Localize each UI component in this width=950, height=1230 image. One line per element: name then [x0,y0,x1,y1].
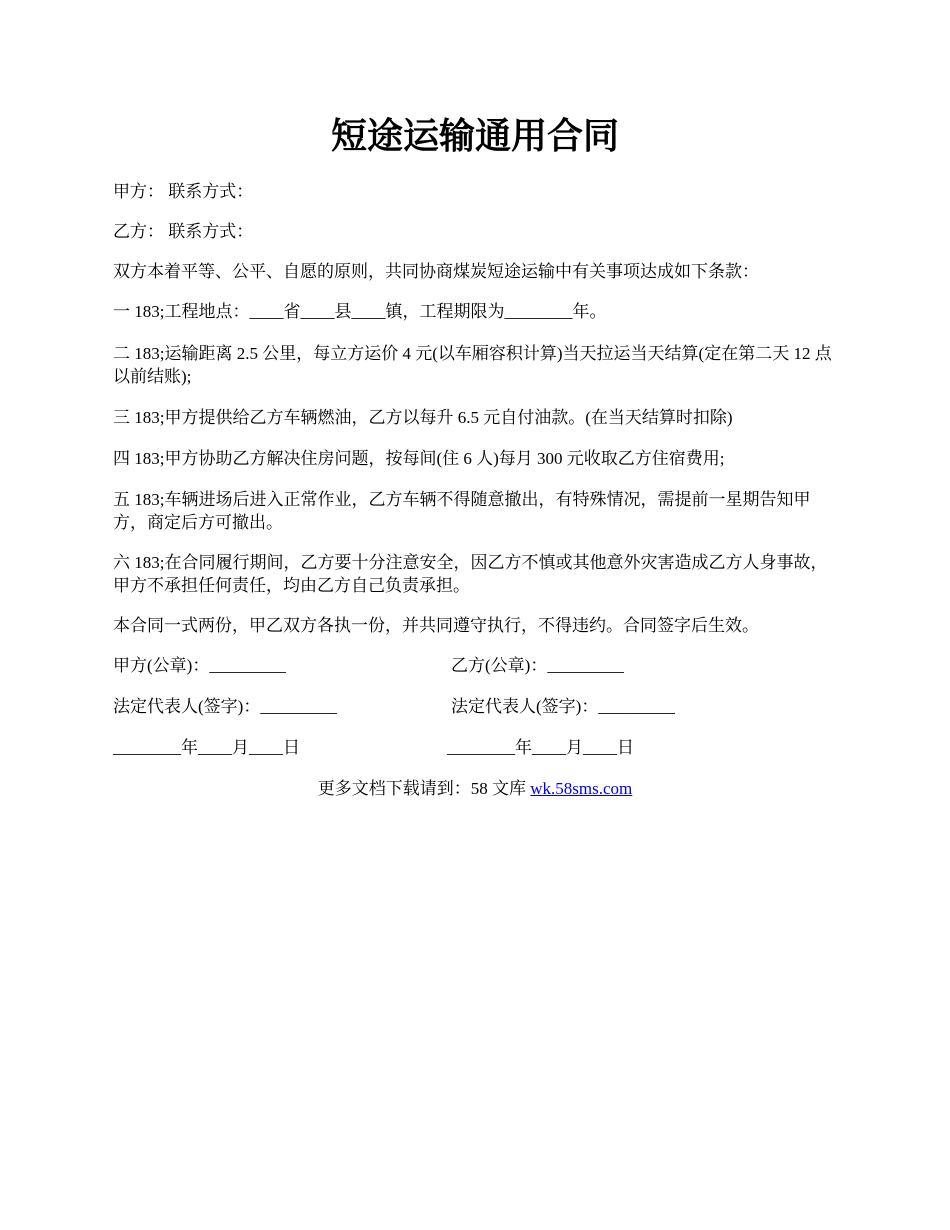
clause-3: 三 183;甲方提供给乙方车辆燃油，乙方以每升 6.5 元自付油款。(在当天结算时扣除) [113,408,733,427]
party-b-representative: 法定代表人(签字)：_________ [451,697,675,716]
party-a-date: ________年____月____日 [113,738,300,757]
clause-1: 一 183;工程地点：____省____县____镇，工程期限为________年。 [113,302,607,321]
party-b-date: ________年____月____日 [447,738,634,757]
clause-2: 二 183;运输距离 2.5 公里，每立方运价 4 元(以车厢容积计算)当天拉运当天结算(定在第二天 12 点以前结账); [113,344,832,386]
clause-4: 四 183;甲方协助乙方解决住房问题，按每间(住 6 人)每月 300 元收取乙方住宿费用; [113,449,725,468]
party-a-seal: 甲方(公章)：_________ [113,656,286,675]
clause-6: 六 183;在合同履行期间，乙方要十分注意安全，因乙方不慎或其他意外灾害造成乙方人身事故，甲方不承担任何责任，均由乙方自己负责承担。 [113,553,828,595]
party-a-contact: 甲方： 联系方式： [113,182,254,201]
party-a-representative: 法定代表人(签字)：_________ [113,697,337,716]
footer [0,777,950,800]
closing-paragraph: 本合同一式两份，甲乙双方各执一份，并共同遵守执行，不得违约。合同签字后生效。 [113,616,759,635]
party-b-seal: 乙方(公章)：_________ [451,656,624,675]
intro-paragraph: 双方本着平等、公平、自愿的原则，共同协商煤炭短途运输中有关事项达成如下条款： [113,262,759,281]
document-title: 短途运输通用合同 [330,115,619,157]
footer-text: 更多文档下载请到：58 文库 [317,779,531,798]
footer-link[interactable]: wk.58sms.com [530,779,633,798]
party-b-contact: 乙方： 联系方式： [113,222,254,241]
clause-5: 五 183;车辆进场后进入正常作业，乙方车辆不得随意撤出，有特殊情况，需提前一星期告知甲方，商定后方可撤出。 [113,490,811,532]
